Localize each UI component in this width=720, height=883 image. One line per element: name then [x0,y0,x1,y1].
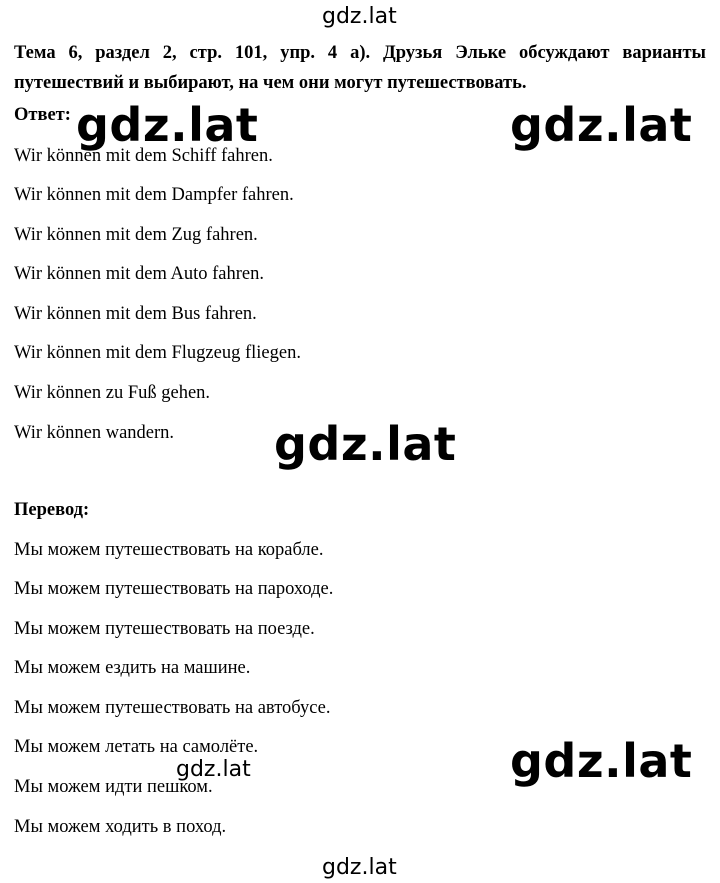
watermark-small-mid: gdz.lat [176,757,251,782]
watermark-bottom: gdz.lat [322,855,397,880]
watermark-big-bottom-right: gdz.lat [510,734,693,788]
answer-line: Wir können mit dem Schiff fahren. [14,146,273,166]
answer-line: Wir können mit dem Auto fahren. [14,264,264,284]
answer-line: Wir können mit dem Dampfer fahren. [14,185,294,205]
answer-line: Wir können zu Fuß gehen. [14,383,211,403]
task-title: Тема 6, раздел 2, стр. 101, упр. 4 a). Друзья Эльке обсуждают варианты путешествий и выбирают, на чем они могут путешествовать. [14,43,706,93]
translation-heading: Перевод: [14,500,90,520]
watermark-top: gdz.lat [322,4,397,29]
watermark-big-center: gdz.lat [274,417,457,471]
answer-heading: Ответ: [14,105,71,125]
translation-line: Мы можем ходить в поход. [14,817,227,837]
translation-line: Мы можем ездить на машине. [14,658,251,678]
translation-line: Мы можем путешествовать на пароходе. [14,579,334,599]
translation-line: Мы можем идти пешком. [14,777,213,797]
watermark-big-right: gdz.lat [510,98,693,152]
translation-line: Мы можем путешествовать на поезде. [14,619,315,639]
answer-line: Wir können mit dem Zug fahren. [14,225,258,245]
answer-line: Wir können mit dem Bus fahren. [14,304,257,324]
watermark-big-left: gdz.lat [76,98,259,152]
answer-line: Wir können wandern. [14,423,175,443]
answer-line: Wir können mit dem Flugzeug fliegen. [14,343,301,363]
translation-line: Мы можем летать на самолёте. [14,737,259,757]
translation-line: Мы можем путешествовать на корабле. [14,540,324,560]
translation-line: Мы можем путешествовать на автобусе. [14,698,331,718]
